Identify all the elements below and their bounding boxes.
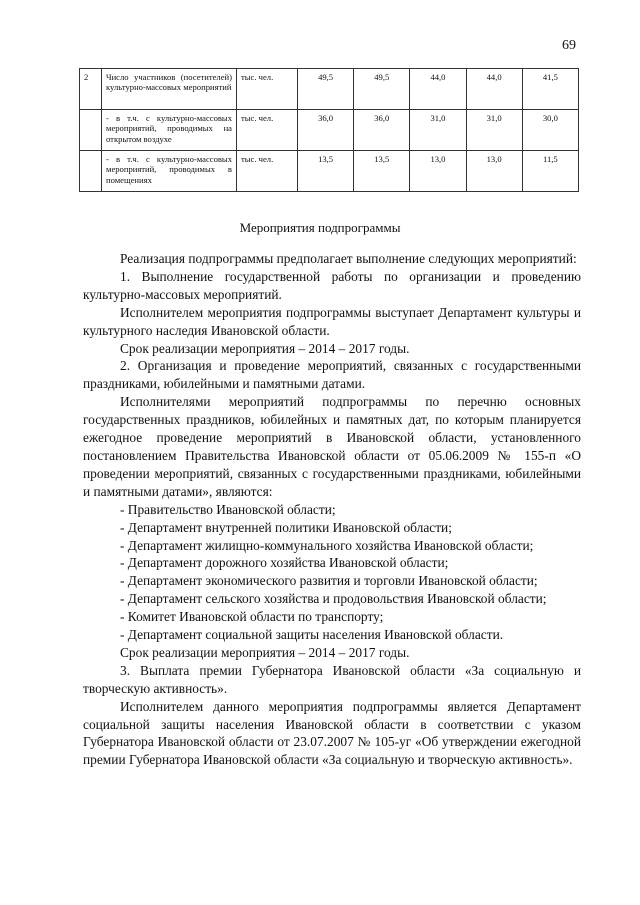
table-row bbox=[80, 69, 579, 110]
value-cell: 13,0 bbox=[410, 151, 466, 192]
value-cell: 13,0 bbox=[466, 151, 522, 192]
body-text bbox=[83, 250, 581, 769]
value-cell: 11,5 bbox=[522, 151, 578, 192]
value-cell: 13,5 bbox=[354, 151, 410, 192]
value-cell: 36,0 bbox=[354, 110, 410, 151]
indicators-table bbox=[79, 68, 579, 192]
paragraph: 3. Выплата премии Губернатора Ивановской области «За социальную и творческую активность». bbox=[83, 662, 581, 696]
list-item: - Комитет Ивановской области по транспорту; bbox=[120, 609, 384, 625]
indicator-name: - в т.ч. с культурно-массовых мероприятий, проводимых на открытом воздухе bbox=[102, 110, 237, 151]
table-row bbox=[80, 151, 579, 192]
value-cell: 31,0 bbox=[410, 110, 466, 151]
value-cell: 13,5 bbox=[298, 151, 354, 192]
page-number: 69 bbox=[562, 38, 576, 53]
row-number bbox=[80, 110, 102, 151]
value-cell: 44,0 bbox=[410, 69, 466, 110]
list-item: - Правительство Ивановской области; bbox=[120, 501, 336, 517]
row-number: 2 bbox=[80, 69, 102, 110]
unit-cell: тыс. чел. bbox=[237, 110, 298, 151]
list-item: - Департамент внутренней политики Ивановской области; bbox=[120, 519, 452, 535]
list-item: - Департамент экономического развития и торговли Ивановской области; bbox=[120, 573, 538, 589]
paragraph: Срок реализации мероприятия – 2014 – 2017 годы. bbox=[120, 644, 410, 660]
paragraph: 1. Выполнение государственной работы по организации и проведению культурно-массовых мероприятий. bbox=[83, 268, 581, 302]
table-row bbox=[80, 110, 579, 151]
paragraph: Исполнителем мероприятия подпрограммы выступает Департамент культуры и культурного наследия Ивановской области. bbox=[83, 304, 581, 338]
paragraph: Исполнителем данного мероприятия подпрограммы является Департамент социальной защиты населения Ивановской области в соответствии с указом Губернатора Ивановской области от 23.07.2007 № 105-уг «Об утверждении ежегодной премии Губернатора Ивановской области «За социальную и творческую активность». bbox=[83, 698, 581, 768]
value-cell: 41,5 bbox=[522, 69, 578, 110]
value-cell: 49,5 bbox=[354, 69, 410, 110]
unit-cell: тыс. чел. bbox=[237, 151, 298, 192]
paragraph: Реализация подпрограммы предполагает выполнение следующих мероприятий: bbox=[120, 251, 577, 266]
unit-cell: тыс. чел. bbox=[237, 69, 298, 110]
value-cell: 44,0 bbox=[466, 69, 522, 110]
list-item: - Департамент социальной защиты населения Ивановской области. bbox=[120, 627, 504, 643]
value-cell: 36,0 bbox=[298, 110, 354, 151]
value-cell: 30,0 bbox=[522, 110, 578, 151]
list-item: - Департамент дорожного хозяйства Ивановской области; bbox=[120, 555, 449, 571]
value-cell: 49,5 bbox=[298, 69, 354, 110]
section-title: Мероприятия подпрограммы bbox=[239, 220, 401, 235]
indicator-name: - в т.ч. с культурно-массовых мероприятий, проводимых в помещениях bbox=[102, 151, 237, 192]
value-cell: 31,0 bbox=[466, 110, 522, 151]
paragraph: Срок реализации мероприятия – 2014 – 2017 годы. bbox=[120, 340, 410, 356]
paragraph: Исполнителями мероприятий подпрограммы по перечню основных государственных праздников, юбилейных и памятных дат, по которым планируется ежегодное проведение мероприятий в Ивановской области, установленного постановлением Правительства Ивановской области от 05.06.2009 № 155-п «О проведении мероприятий, связанных с государственными праздниками, юбилейными и памятными датами», являются: bbox=[83, 394, 581, 499]
list-item: - Департамент сельского хозяйства и продовольствия Ивановской области; bbox=[120, 591, 547, 607]
list-item: - Департамент жилищно-коммунального хозяйства Ивановской области; bbox=[120, 537, 534, 553]
paragraph: 2. Организация и проведение мероприятий, связанных с государственными праздниками, юбилейными и памятными датами. bbox=[83, 358, 581, 392]
indicator-name: Число участников (посетителей) культурно-массовых мероприятий bbox=[102, 69, 237, 110]
row-number bbox=[80, 151, 102, 192]
